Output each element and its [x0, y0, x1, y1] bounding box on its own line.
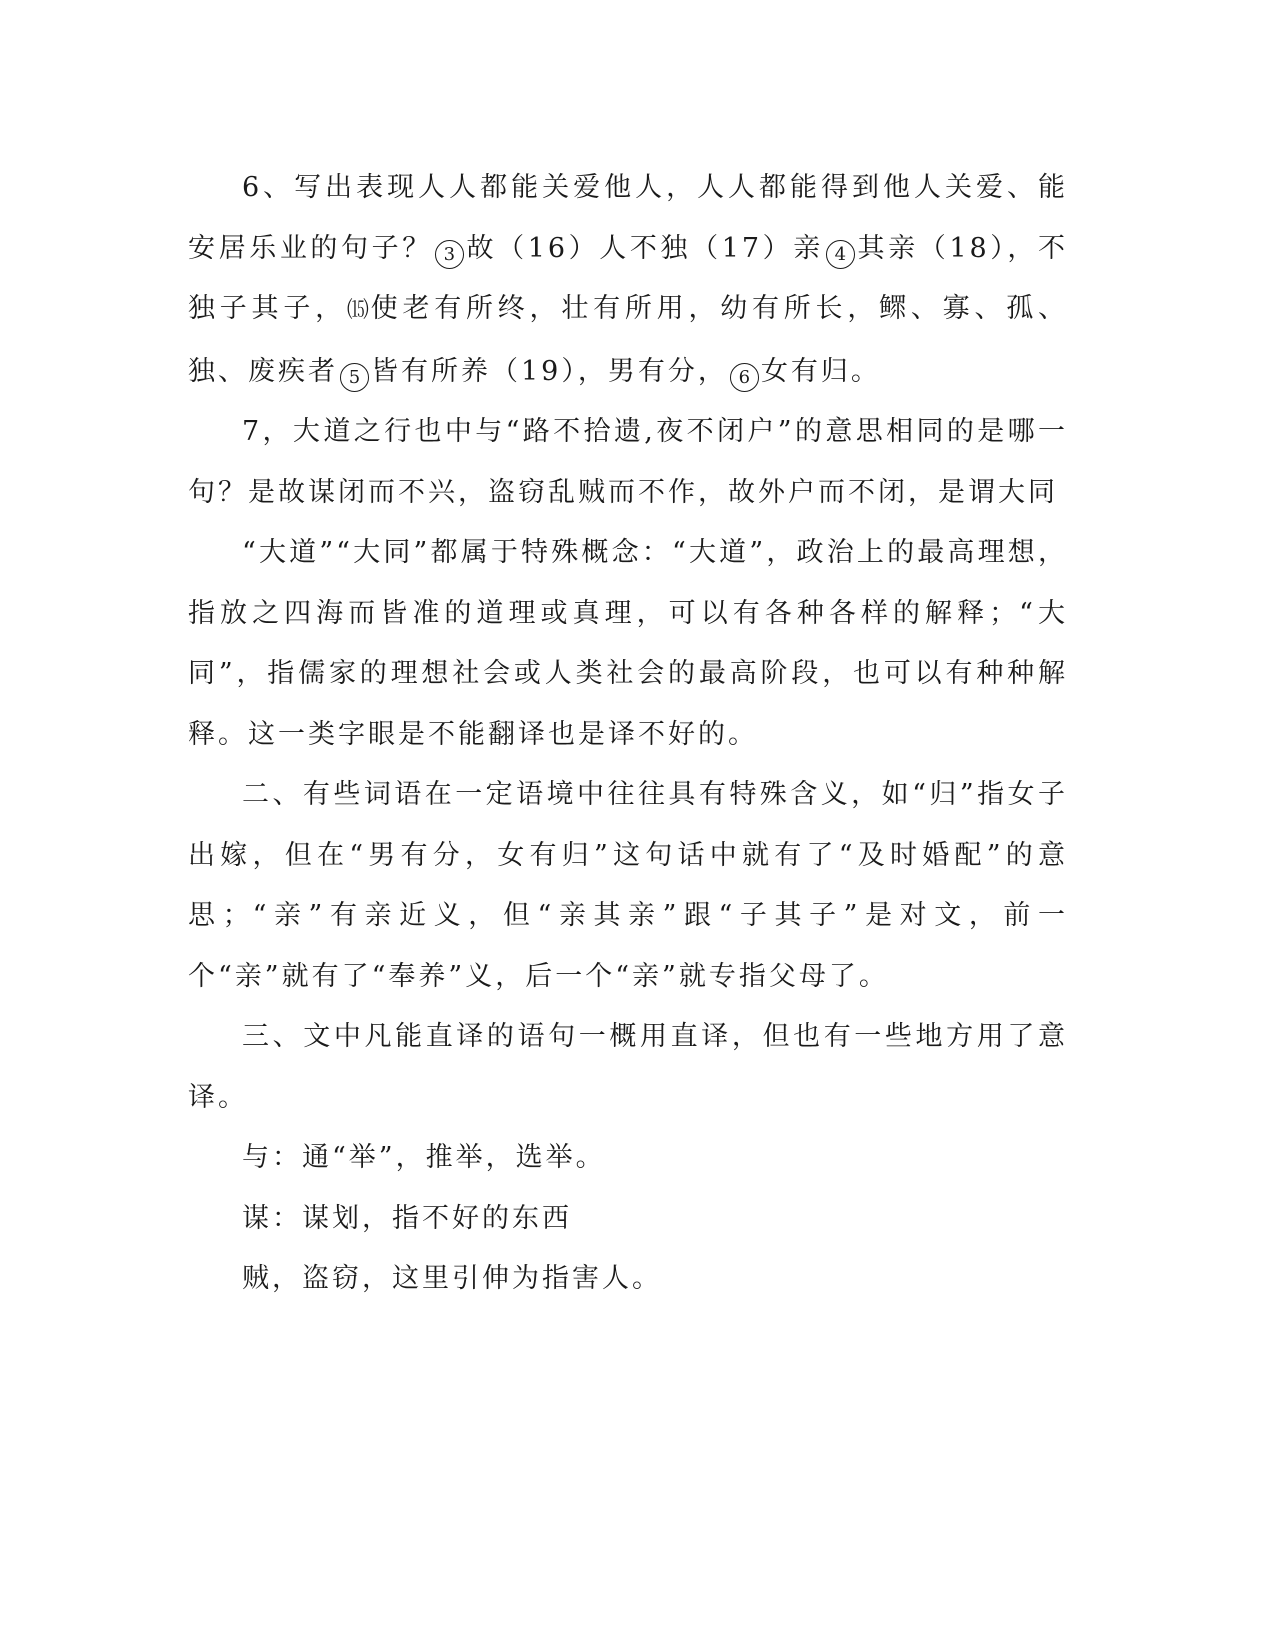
text-segment: 7，大道之行也中与“路不拾遗,夜不闭户”的意思相同的是哪一句？是故谋闭而不兴，盗窃乱贼而不作，故外户而不闭，是谓大同 — [188, 416, 1068, 508]
text-segment: 谋：谋划，指不好的东西 — [242, 1202, 572, 1234]
text-segment: 二、有些词语在一定语境中往往具有特殊含义，如“归”指女子出嫁，但在“男有分，女有归”这句话中就有了“及时婚配”的意思；“亲”有亲近义，但“亲其亲”跟“子其子”是对文，前一个“亲”就有了“奉养”义，后一个“亲”就专指父母了。 — [188, 779, 1068, 992]
paragraph-point-3 — [188, 1007, 1068, 1128]
text-segment: 贼，盗窃，这里引伸为指害人。 — [242, 1263, 662, 1294]
text-segment: “大道”“大同”都属于特殊概念：“大道”，政治上的最高理想，指放之四海而皆准的道理或真理，可以有各种各样的解释；“大同”，指儒家的理想社会或人类社会的最高阶段，也可以有种种解释。这一类字眼是不能翻译也是译不好的。 — [188, 537, 1068, 750]
gloss-yu — [188, 1128, 1068, 1189]
text-segment: 皆有所养（19），男有分， — [371, 355, 728, 387]
gloss-mou — [188, 1189, 1068, 1250]
text-segment: 故（16）人不独（17）亲 — [465, 232, 824, 264]
circled-number-5: 5 — [340, 363, 369, 392]
text-segment: 与：通“举”，推举，选举。 — [242, 1142, 606, 1173]
document-body — [188, 158, 1068, 1310]
parenthesized-number-15: ⒂ — [346, 298, 371, 323]
text-segment: 使老有所终，壮有所用，幼有所长，鳏、寡、孤、独、废疾者 — [188, 293, 1068, 387]
paragraph-point-2 — [188, 765, 1068, 1007]
paragraph-question-7 — [188, 402, 1068, 523]
circled-number-4: 4 — [826, 240, 855, 269]
paragraph-question-6 — [188, 158, 1068, 402]
paragraph-datong-explanation — [188, 523, 1068, 765]
text-segment: 女有归。 — [760, 355, 881, 387]
text-segment: 三、文中凡能直译的语句一概用直译，但也有一些地方用了意译。 — [188, 1021, 1068, 1113]
text-segment: 6、写出表现人人都能关爱他人，人人都能得到他人关爱、能安居乐业的句子？ — [188, 172, 1068, 264]
gloss-zei — [188, 1249, 1068, 1310]
circled-number-3: 3 — [435, 240, 464, 269]
circled-number-6: 6 — [730, 363, 759, 392]
text-segment: 其亲（18），不独子其子， — [188, 232, 1069, 324]
